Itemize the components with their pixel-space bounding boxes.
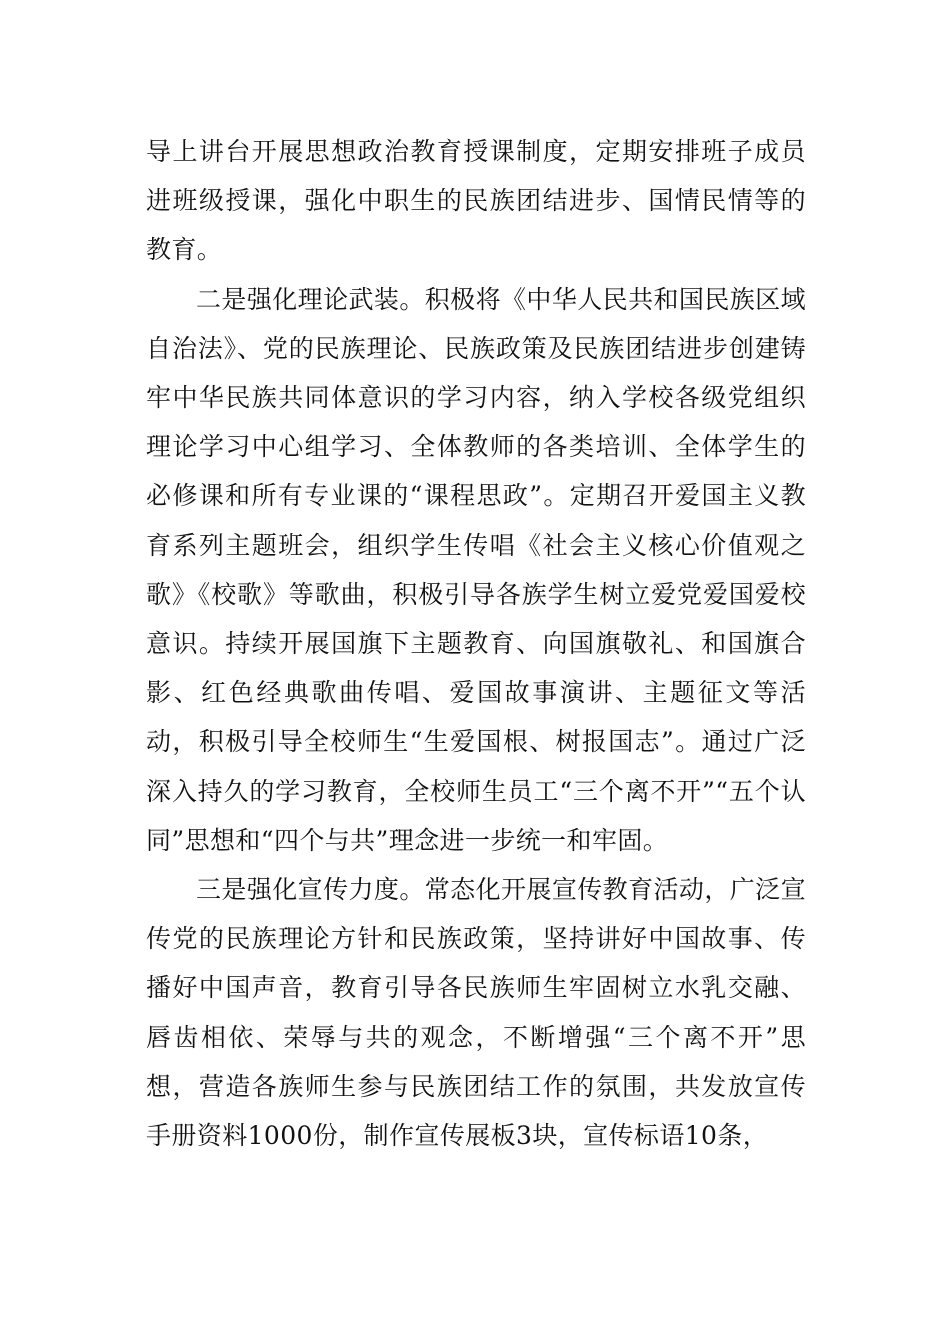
paragraph-continuation: 导上讲台开展思想政治教育授课制度，定期安排班子成员进班级授课，强化中职生的民族团结进步、国情民情等的教育。 xyxy=(146,137,806,265)
document-body xyxy=(146,127,806,1160)
paragraph-publicity: 三是强化宣传力度。常态化开展宣传教育活动，广泛宣传党的民族理论方针和民族政策，坚持讲好中国故事、传播好中国声音，教育引导各民族师生牢固树立水乳交融、唇齿相依、荣辱与共的观念，不断增强“三个离不开”思想，营造各族师生参与民族团结工作的氛围，共发放宣传手册资料1000份，制作宣传展板3块，宣传标语10条， xyxy=(146,875,806,1151)
paragraph-theory: 二是强化理论武装。积极将《中华人民共和国民族区域自治法》、党的民族理论、民族政策及民族团结进步创建铸牢中华民族共同体意识的学习内容，纳入学校各级党组织理论学习中心组学习、全体教师的各类培训、全体学生的必修课和所有专业课的“课程思政”。定期召开爱国主义教育系列主题班会，组织学生传唱《社会主义核心价值观之歌》《校歌》等歌曲，积极引导各族学生树立爱党爱国爱校意识。持续开展国旗下主题教育、向国旗敬礼、和国旗合影、红色经典歌曲传唱、爱国故事演讲、主题征文等活动，积极引导全校师生“生爱国根、树报国志”。通过广泛深入持久的学习教育，全校师生员工“三个离不开”“五个认同”思想和“四个与共”理念进一步统一和牢固。 xyxy=(146,284,806,855)
